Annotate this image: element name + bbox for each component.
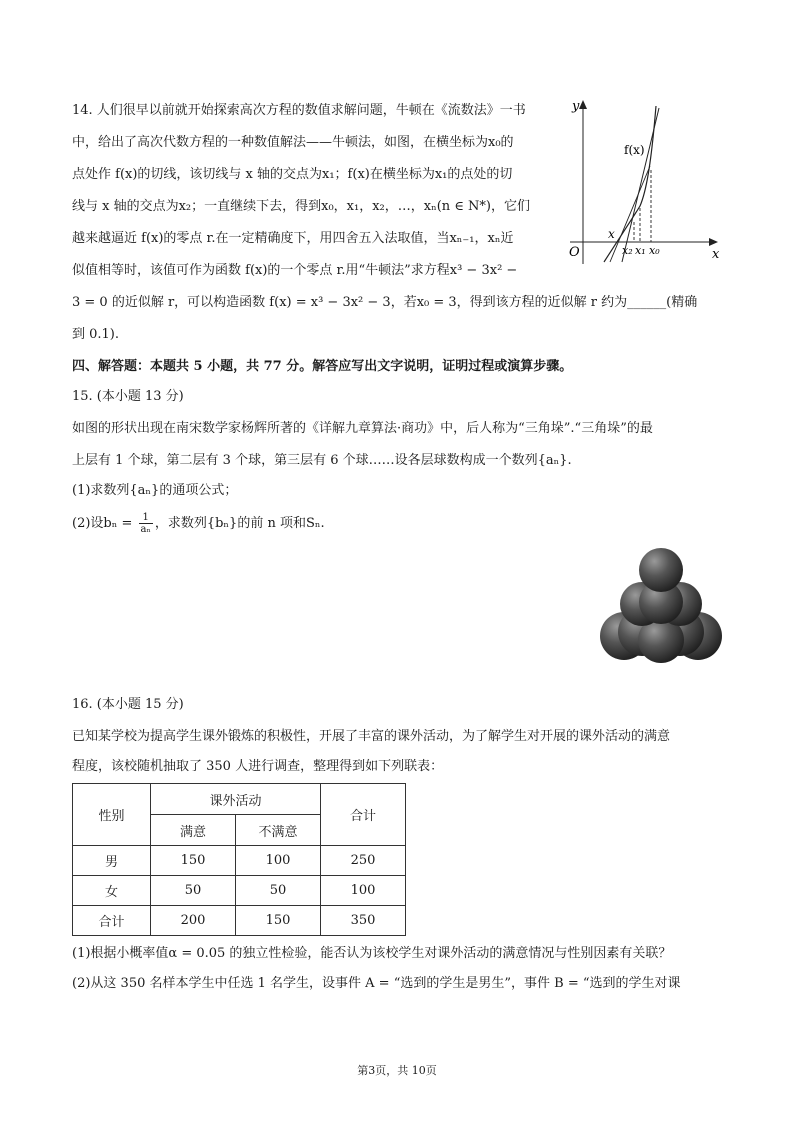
q15-part-2-suffix: ，求数列{bₙ}的前 n 项和Sₙ. xyxy=(154,516,325,531)
fraction-numerator: 1 xyxy=(139,512,153,524)
q15-part-2-prefix: (2)设bₙ = xyxy=(72,516,137,531)
curve-label: f(x) xyxy=(624,143,645,157)
triangular-ball-pile-image xyxy=(594,540,728,664)
header-unsatisfied: 不满意 xyxy=(236,815,321,846)
fraction xyxy=(139,512,153,535)
y-axis-arrow xyxy=(579,100,587,109)
x0-label: x₀ xyxy=(649,244,660,257)
q16-header: 16. (本小题 15 分) xyxy=(72,697,184,712)
table-cell: 合计 xyxy=(73,906,151,936)
ball xyxy=(639,548,683,592)
header-gender: 性别 xyxy=(73,784,151,846)
table-cell: 50 xyxy=(151,876,236,906)
table-row xyxy=(73,876,406,906)
x-axis-label: x xyxy=(712,247,720,262)
q15-part-1: (1)求数列{aₙ}的通项公式； xyxy=(72,483,238,498)
q16-part-1: (1)根据小概率值α = 0.05 的独立性检验，能否认为该校学生对课外活动的满意情况与性别因素有关联？ xyxy=(72,946,672,961)
q14-line-4: 线与 x 轴的交点为x₂；一直继续下去，得到x₀，x₁，x₂，…，xₙ(n ∈ N*)，它们 xyxy=(72,199,531,214)
table-row xyxy=(73,906,406,936)
table-cell: 男 xyxy=(73,846,151,876)
q15-line-1: 如图的形状出现在南宋数学家杨辉所著的《详解九章算法·商功》中，后人称为“三角垛”.“三角垛”的最 xyxy=(72,421,653,436)
fraction-denominator: aₙ xyxy=(140,524,151,535)
header-satisfied: 满意 xyxy=(151,815,236,846)
header-total: 合计 xyxy=(321,784,406,846)
q14-line-7: 3 = 0 的近似解 r，可以构造函数 f(x) = x³ − 3x² − 3，若x₀ = 3，得到该方程的近似解 r 约为______(精确 xyxy=(72,295,698,310)
table-cell: 350 xyxy=(321,906,406,936)
q14-line-2: 中，给出了高次代数方程的一种数值解法——牛顿法，如图，在横坐标为x₀的 xyxy=(72,135,514,150)
table-cell: 100 xyxy=(321,876,406,906)
x1-label: x₁ xyxy=(635,244,646,257)
table-row xyxy=(73,846,406,876)
table-cell: 100 xyxy=(236,846,321,876)
tangent-line-x0 xyxy=(622,108,659,262)
page-footer: 第3页，共 10页 xyxy=(357,1064,437,1077)
q14-line-5: 越来越逼近 f(x)的零点 r.在一定精确度下，用四舍五入法取值，当xₙ₋₁，xₙ近 xyxy=(72,231,514,246)
origin-label: O xyxy=(569,245,580,260)
q16-line-2: 程度，该校随机抽取了 350 人进行调查，整理得到如下列联表： xyxy=(72,759,444,774)
table-cell: 女 xyxy=(73,876,151,906)
q15-header: 15. (本小题 13 分) xyxy=(72,389,184,404)
y-axis-label: y xyxy=(572,99,580,114)
q16-part-2: (2)从这 350 名样本学生中任选 1 名学生，设事件 A = “选到的学生是男生”，事件 B = “选到的学生对课 xyxy=(72,976,681,991)
header-activity: 课外活动 xyxy=(151,784,321,815)
table-cell: 200 xyxy=(151,906,236,936)
q15-line-2: 上层有 1 个球，第二层有 3 个球，第三层有 6 个球……设各层球数构成一个数列{aₙ}. xyxy=(72,453,572,468)
contingency-table xyxy=(72,783,406,936)
q15-part-2 xyxy=(72,512,325,535)
section-4-heading: 四、解答题：本题共 5 小题，共 77 分。解答应写出文字说明，证明过程或演算步骤。 xyxy=(72,359,573,374)
root-label: x xyxy=(608,227,615,241)
q14-line-6: 似值相等时，该值可作为函数 f(x)的一个零点 r.用“牛顿法”求方程x³ − 3x² − xyxy=(72,263,518,278)
table-cell: 50 xyxy=(236,876,321,906)
table-cell: 150 xyxy=(236,906,321,936)
newton-method-figure xyxy=(562,96,722,270)
q14-line-1: 14. 人们很早以前就开始探索高次方程的数值求解问题，牛顿在《流数法》一书 xyxy=(72,103,526,118)
q14-line-8: 到 0.1). xyxy=(72,327,120,342)
table-cell: 150 xyxy=(151,846,236,876)
x-axis-arrow xyxy=(709,238,718,246)
table-cell: 250 xyxy=(321,846,406,876)
q14-line-3: 点处作 f(x)的切线，该切线与 x 轴的交点为x₁；f(x)在横坐标为x₁的点处的切 xyxy=(72,167,513,182)
x2-label: x₂ xyxy=(622,244,633,257)
q16-line-1: 已知某学校为提高学生课外锻炼的积极性，开展了丰富的课外活动，为了解学生对开展的课外活动的满意 xyxy=(72,729,671,744)
